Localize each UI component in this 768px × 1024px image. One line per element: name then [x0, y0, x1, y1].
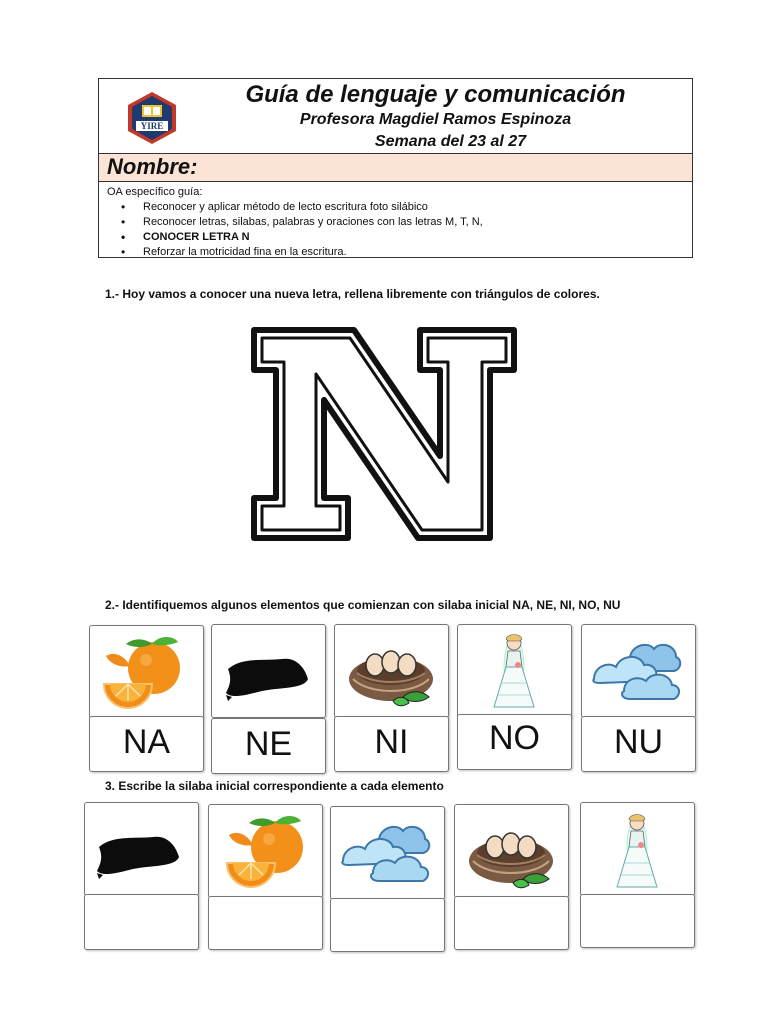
syllable-card-nu [581, 716, 696, 772]
syllable-card-ni [334, 716, 449, 772]
picture-card-nest [454, 804, 569, 898]
picture-card-nest [334, 624, 449, 718]
clouds-icon [337, 815, 437, 889]
picture-card-scribble [211, 624, 326, 718]
answer-box[interactable] [208, 896, 323, 950]
week-label: Semana del 23 al 27 [374, 133, 527, 150]
answer-box[interactable] [580, 894, 695, 948]
nest-icon [465, 817, 557, 889]
objective-item: • Reconocer letras, silabas, palabras y oraciones con las letras M, T, N, [143, 215, 483, 230]
syllable-card-no [457, 714, 572, 770]
bride-icon [601, 807, 673, 893]
syllable-no: NO [489, 719, 540, 757]
picture-card-orange [89, 625, 204, 719]
letter-n: N [384, 446, 385, 447]
objectives-title: OA específico guía: [107, 186, 203, 198]
name-label: Nombre: [107, 154, 198, 179]
picture-card-clouds [581, 624, 696, 718]
answer-box[interactable] [454, 896, 569, 950]
bride-icon [478, 627, 550, 713]
instruction-2: 2.- Identifiquemos algunos elementos que comienzan con silaba inicial NA, NE, NI, NO, NU [105, 598, 621, 612]
nest-icon [345, 635, 437, 707]
objective-item: • CONOCER LETRA N [143, 230, 483, 245]
picture-card-bride [457, 624, 572, 718]
picture-card-orange [208, 804, 323, 898]
clouds-icon [588, 633, 688, 707]
outlined-letter-n[interactable] [250, 326, 518, 542]
instruction-3: 3. Escribe la silaba inicial correspondiente a cada elemento [105, 779, 444, 793]
objectives-list [107, 200, 483, 260]
orange-icon [96, 632, 192, 712]
syllable-nu: NU [613, 723, 664, 761]
syllable-ne: NE [244, 725, 293, 763]
syllable-card-na [89, 716, 204, 772]
logo-text: YIRE [140, 121, 164, 131]
answer-box[interactable] [84, 894, 199, 950]
picture-card-scribble [84, 802, 199, 896]
syllable-ni: NI [374, 723, 409, 761]
teacher-name: Profesora Magdiel Ramos Espinoza [299, 111, 572, 128]
orange-icon [219, 811, 315, 891]
picture-card-bride [580, 802, 695, 896]
black-scribble-icon [222, 639, 314, 705]
name-row[interactable] [99, 153, 692, 182]
black-scribble-icon [93, 817, 185, 883]
objective-item: • Reforzar la motricidad fina en la escritura. [143, 245, 483, 260]
picture-card-clouds [330, 806, 445, 900]
objectives [107, 185, 483, 260]
instruction-1: 1.- Hoy vamos a conocer una nueva letra, rellena libremente con triángulos de colores. [105, 287, 600, 301]
answer-box[interactable] [330, 898, 445, 952]
worksheet-header [98, 78, 693, 258]
syllable-na: NA [122, 723, 171, 761]
syllable-card-ne [211, 718, 326, 774]
worksheet-title: Guía de lenguaje y comunicación [245, 81, 626, 108]
objective-item: • Reconocer y aplicar método de lecto escritura foto silábico [143, 200, 483, 215]
